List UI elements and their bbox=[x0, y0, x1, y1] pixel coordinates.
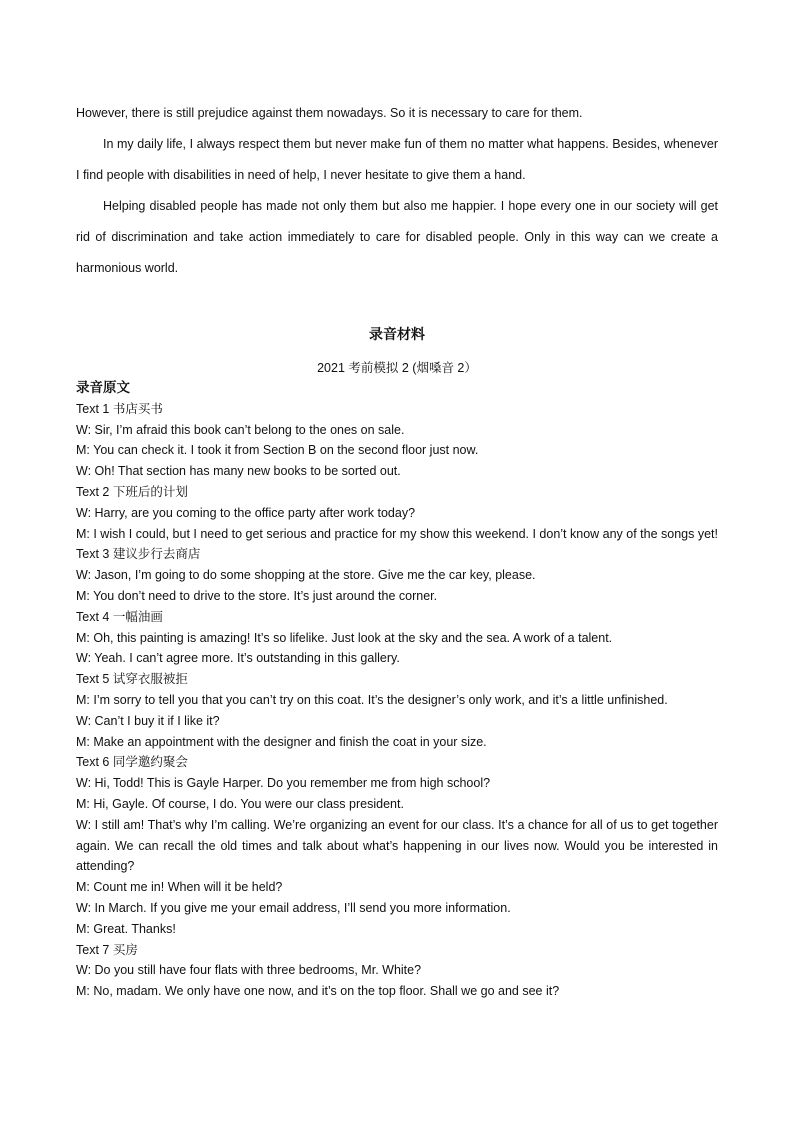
section-subtitle: 2021 考前模拟 2 (烟嗓音 2） bbox=[317, 361, 477, 375]
text-block bbox=[76, 607, 718, 669]
transcript bbox=[76, 378, 718, 1002]
text-heading: Text 1 书店买书 bbox=[76, 401, 163, 416]
text-heading: Text 2 下班后的计划 bbox=[76, 484, 188, 499]
dialogue-line: M: I wish I could, but I need to get serious and practice for my show this weekend. I don’t know any of the songs yet! bbox=[76, 526, 719, 541]
text-block bbox=[76, 544, 718, 606]
text-heading: Text 7 买房 bbox=[76, 942, 138, 957]
text-block bbox=[76, 399, 718, 482]
dialogue-line: W: Oh! That section has many new books to be sorted out. bbox=[76, 464, 401, 479]
dialogue-line: M: Great. Thanks! bbox=[76, 921, 176, 936]
dialogue-line: M: Hi, Gayle. Of course, I do. You were our class president. bbox=[76, 796, 404, 811]
dialogue-line: W: I still am! That’s why I’m calling. We’re organizing an event for our class. It’s a chance for all of us to get together again. We can recall the old times and talk about what’s happening in our lives now. Would you be interested in attending? bbox=[76, 817, 718, 874]
dialogue-line: W: Yeah. I can’t agree more. It’s outstanding in this gallery. bbox=[76, 651, 400, 666]
transcript-label: 录音原文 bbox=[76, 380, 130, 395]
essay-paragraph: However, there is still prejudice against them nowadays. So it is necessary to care for them. bbox=[76, 106, 583, 120]
dialogue-line: M: Oh, this painting is amazing! It’s so lifelike. Just look at the sky and the sea. A work of a talent. bbox=[76, 630, 613, 645]
dialogue-line: W: Can’t I buy it if I like it? bbox=[76, 713, 220, 728]
dialogue-line: W: Hi, Todd! This is Gayle Harper. Do you remember me from high school? bbox=[76, 776, 491, 791]
essay-paragraph: Helping disabled people has made not only them but also me happier. I hope every one in our society will get rid of discrimination and take action immediately to care for disabled people. Only in this way can we create a harmonious world. bbox=[76, 199, 718, 275]
text-block bbox=[76, 669, 718, 752]
dialogue-line: W: In March. If you give me your email address, I’ll send you more information. bbox=[76, 900, 511, 915]
text-heading: Text 4 一幅油画 bbox=[76, 609, 163, 624]
section-title: 录音材料 bbox=[369, 326, 425, 342]
dialogue-line: M: You can check it. I took it from Section B on the second floor just now. bbox=[76, 443, 479, 458]
dialogue-line: M: You don’t need to drive to the store. It’s just around the corner. bbox=[76, 588, 438, 603]
dialogue-line: M: No, madam. We only have one now, and it’s on the top floor. Shall we go and see it? bbox=[76, 984, 560, 999]
essay-section bbox=[76, 98, 718, 284]
dialogue-line: W: Jason, I’m going to do some shopping at the store. Give me the car key, please. bbox=[76, 568, 536, 583]
dialogue-line: W: Do you still have four flats with three bedrooms, Mr. White? bbox=[76, 963, 422, 978]
text-heading: Text 6 同学邀约聚会 bbox=[76, 755, 188, 770]
text-heading: Text 5 试穿衣服被拒 bbox=[76, 672, 188, 687]
dialogue-line: M: I’m sorry to tell you that you can’t try on this coat. It’s the designer’s only work, and it’s a little unfinished. bbox=[76, 692, 668, 707]
dialogue-line: W: Sir, I’m afraid this book can’t belong to the ones on sale. bbox=[76, 422, 405, 437]
text-heading: Text 3 建议步行去商店 bbox=[76, 547, 201, 562]
dialogue-line: M: Count me in! When will it be held? bbox=[76, 880, 283, 895]
text-block bbox=[76, 752, 718, 939]
dialogue-line: M: Make an appointment with the designer and finish the coat in your size. bbox=[76, 734, 487, 749]
text-block bbox=[76, 940, 718, 1002]
essay-paragraph: In my daily life, I always respect them but never make fun of them no matter what happens. Besides, whenever I find people with disabilities in need of help, I never hesitate to give them a hand. bbox=[76, 137, 718, 182]
text-block bbox=[76, 482, 718, 544]
dialogue-line: W: Harry, are you coming to the office party after work today? bbox=[76, 505, 416, 520]
